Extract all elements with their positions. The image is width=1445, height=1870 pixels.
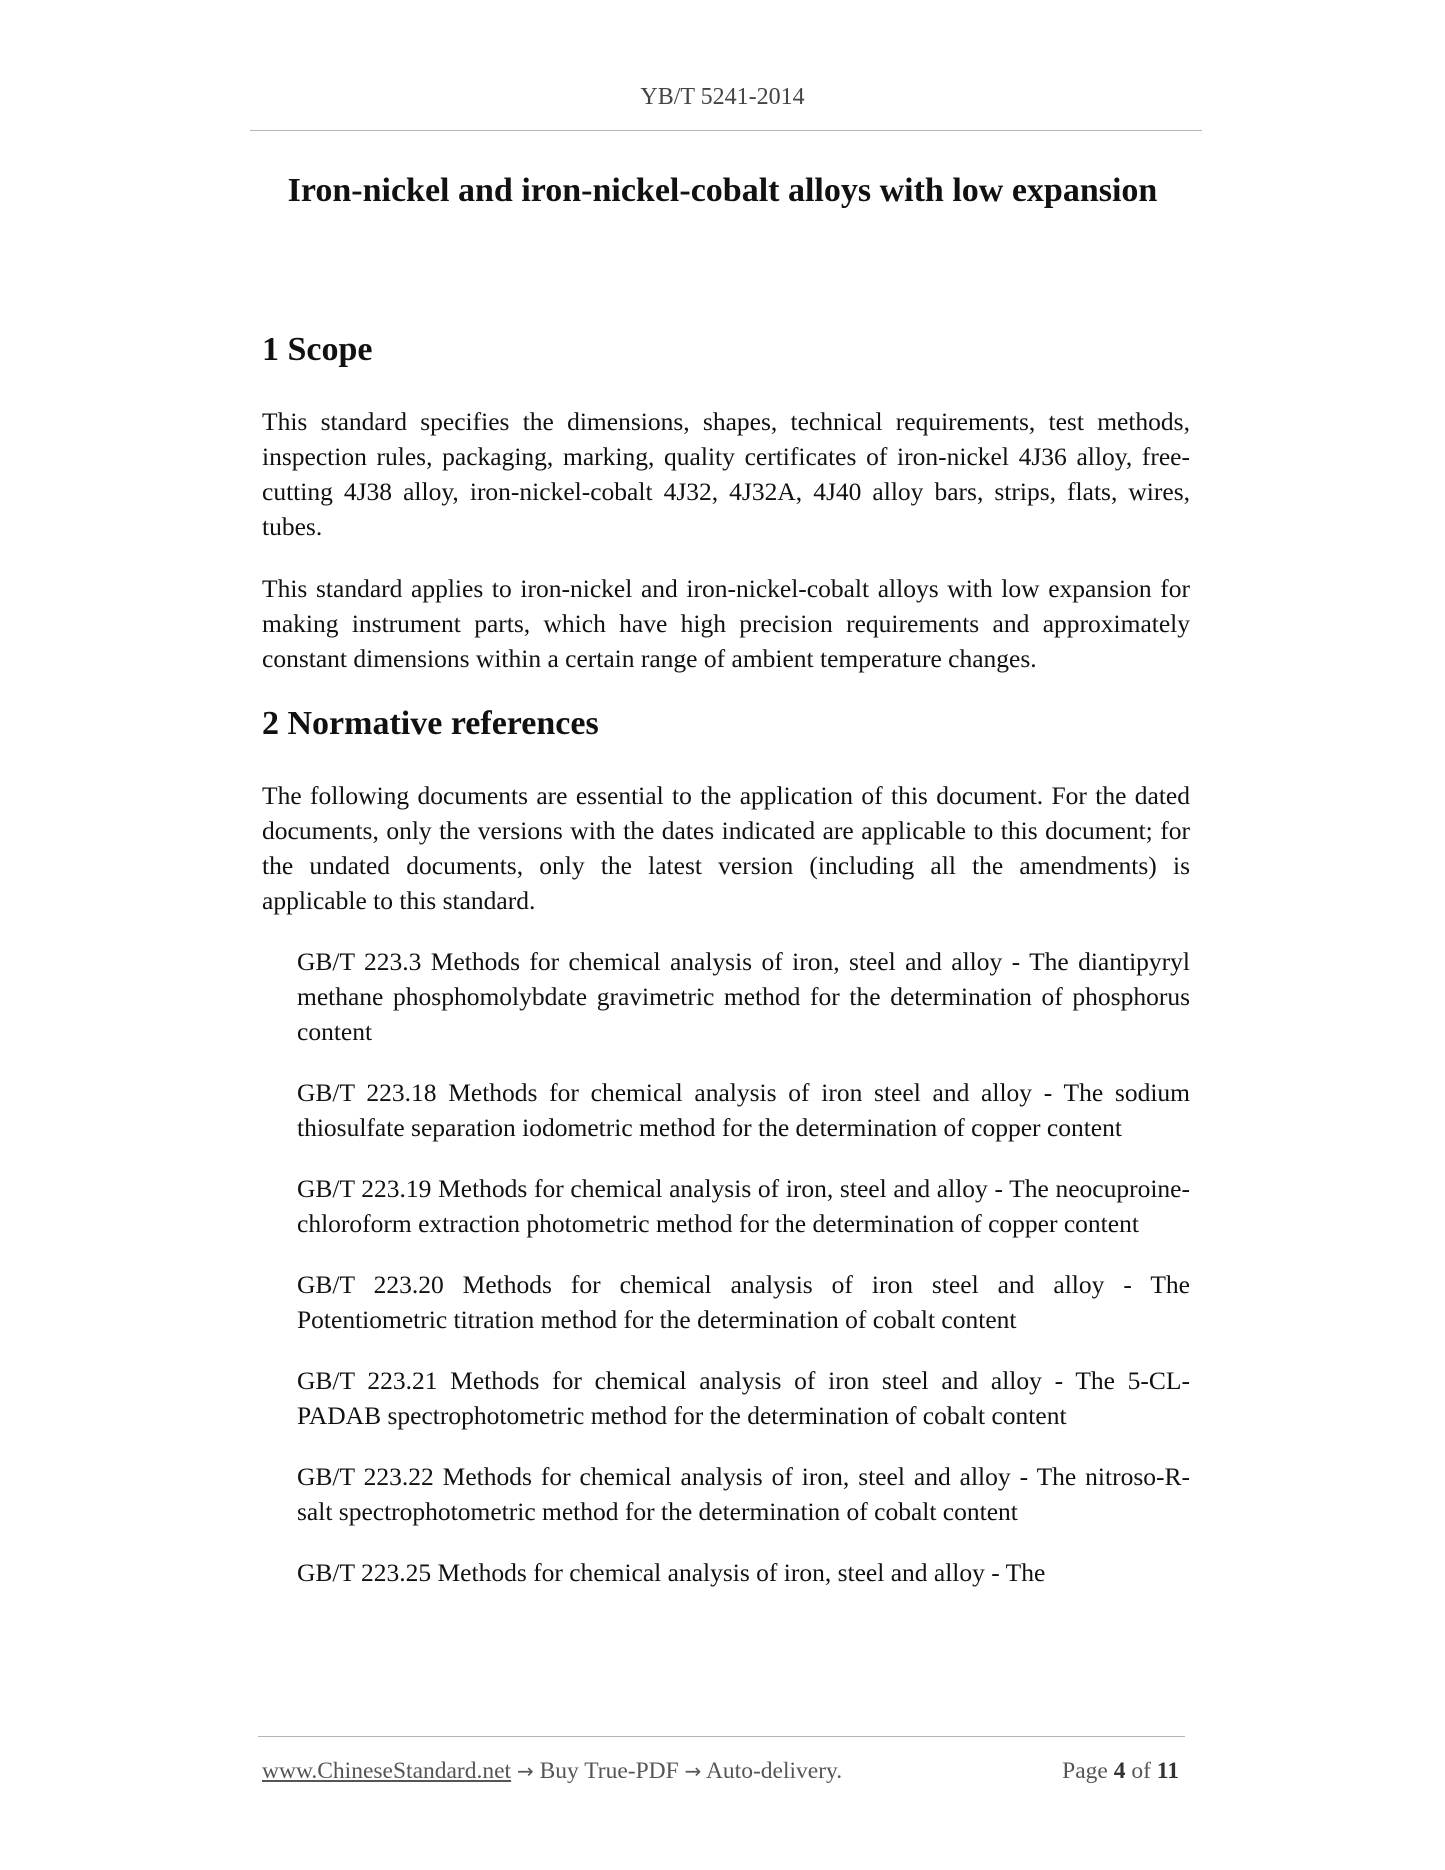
normative-references-intro: The following documents are essential to the application of this document. For the dated documents, only the versions with the dates indicated are applicable to this document; for the undated documents, only the latest version (including all the amendments) is applicable to this standard. <box>262 781 1190 915</box>
document-body <box>262 330 1190 1616</box>
auto-delivery-text: Auto-delivery. <box>705 1758 843 1784</box>
footer-divider <box>258 1736 1185 1737</box>
site-link[interactable]: www.ChineseStandard.net <box>262 1758 512 1784</box>
reference-item: GB/T 223.22 Methods for chemical analysis of iron, steel and alloy - The nitroso-R-salt spectrophotometric method for the determination of cobalt content <box>297 1462 1190 1526</box>
buy-pdf-text: Buy True-PDF <box>539 1758 679 1784</box>
scope-paragraph: This standard specifies the dimensions, shapes, technical requirements, test methods, inspection rules, packaging, marking, quality certificates of iron-nickel 4J36 alloy, free-cutting 4J38 alloy, iron-nickel-cobalt 4J32, 4J32A, 4J40 alloy bars, strips, flats, wires, tubes. <box>262 407 1190 541</box>
header-divider <box>250 130 1202 131</box>
section-heading-scope: 1 Scope <box>262 331 373 368</box>
section-heading-normative-references: 2 Normative references <box>262 705 599 742</box>
of-label: of <box>1131 1758 1151 1784</box>
reference-item: GB/T 223.18 Methods for chemical analysis of iron steel and alloy - The sodium thiosulfate separation iodometric method for the determination of copper content <box>297 1078 1190 1142</box>
document-title: Iron-nickel and iron-nickel-cobalt alloys with low expansion <box>287 172 1158 209</box>
arrow-right-icon: → <box>516 1759 534 1783</box>
reference-item: GB/T 223.20 Methods for chemical analysis of iron steel and alloy - The Potentiometric titration method for the determination of cobalt content <box>297 1270 1190 1334</box>
footer-promo <box>262 1758 842 1785</box>
arrow-right-icon: → <box>684 1759 702 1783</box>
page-indicator <box>1062 1758 1179 1785</box>
total-pages-number: 11 <box>1156 1758 1179 1784</box>
running-header: YB/T 5241-2014 <box>640 84 805 110</box>
scope-paragraph: This standard applies to iron-nickel and iron-nickel-cobalt alloys with low expansion for making instrument parts, which have high precision requirements and approximately constant dimensions within a certain range of ambient temperature changes. <box>262 574 1190 673</box>
current-page-number: 4 <box>1113 1758 1126 1784</box>
page-label: Page <box>1062 1758 1108 1784</box>
reference-list <box>262 944 1190 1590</box>
reference-item: GB/T 223.25 Methods for chemical analysis of iron, steel and alloy - The <box>297 1558 1046 1587</box>
reference-item: GB/T 223.19 Methods for chemical analysis of iron, steel and alloy - The neocuproine-chloroform extraction photometric method for the determination of copper content <box>297 1174 1190 1238</box>
reference-item: GB/T 223.21 Methods for chemical analysis of iron steel and alloy - The 5-CL-PADAB spectrophotometric method for the determination of cobalt content <box>297 1366 1190 1430</box>
reference-item: GB/T 223.3 Methods for chemical analysis of iron, steel and alloy - The diantipyryl methane phosphomolybdate gravimetric method for the determination of phosphorus content <box>297 947 1190 1046</box>
